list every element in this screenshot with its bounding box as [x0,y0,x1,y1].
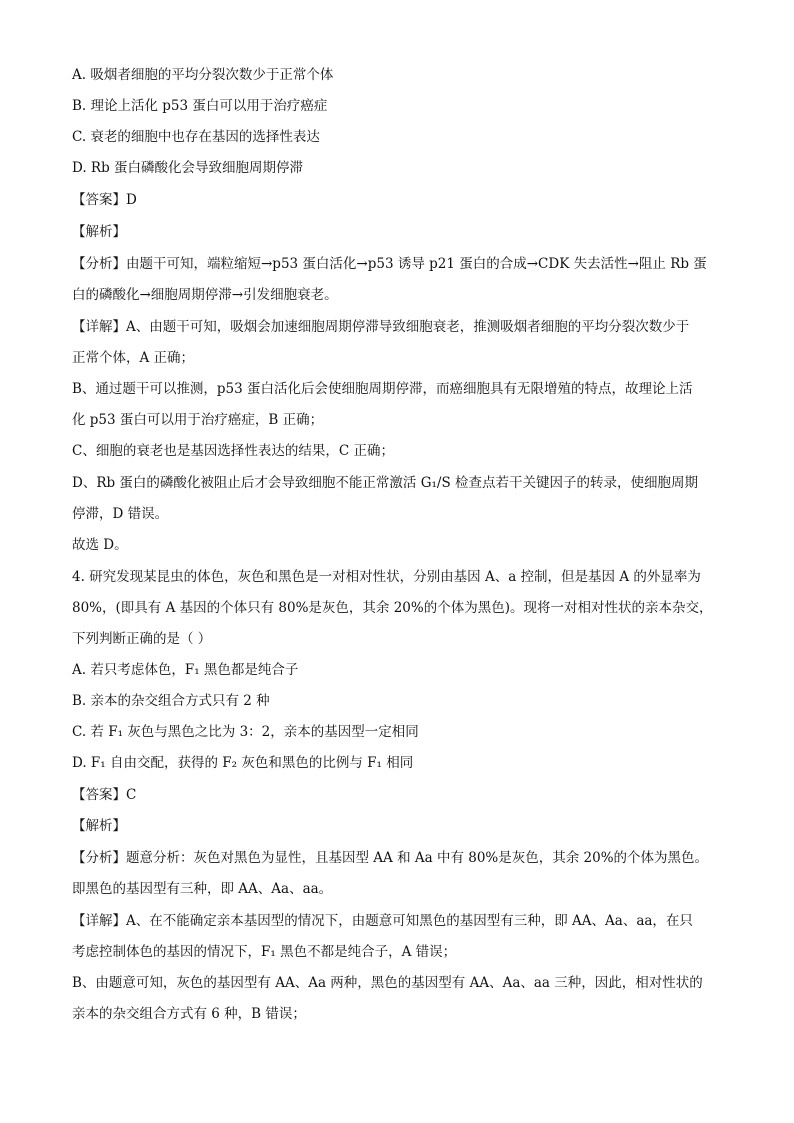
q3-jiexi-heading: 【解析】 [72,224,126,240]
q4-analysis-line-1: 【分析】题意分析：灰色对黑色为显性，且基因型 AA 和 Aa 中有 80%是灰色，其余 20%的个体为黑色。 [72,850,709,866]
q3-detail-line-8: 故选 D。 [72,537,128,553]
q3-option-d: D. Rb 蛋白磷酸化会导致细胞周期停滞 [72,160,304,176]
q4-option-c: C. 若 F₁ 灰色与黑色之比为 3：2，亲本的基因型一定相同 [72,724,419,740]
q4-jiexi-heading: 【解析】 [72,818,126,834]
q4-option-a: A. 若只考虑体色，F₁ 黑色都是纯合子 [72,662,299,678]
q4-answer: 【答案】C [72,787,137,803]
q4-stem-line-2: 80%，(即具有 A 基因的个体只有 80%是灰色，其余 20%的个体为黑色)。现将一对相对性状的亲本杂交， [72,600,713,616]
q4-stem-line-3: 下列判断正确的是（ ） [72,631,212,647]
q4-stem-line-1: 4. 研究发现某昆虫的体色，灰色和黑色是一对相对性状，分别由基因 A、a 控制，但是基因 A 的外显率为 [72,569,701,585]
q3-detail-line-7: 停滞，D 错误。 [72,506,169,522]
q3-detail-line-3: B、通过题干可以推测，p53 蛋白活化后会使细胞周期停滞，而癌细胞具有无限增殖的特点，故理论上活 [72,381,693,397]
q3-detail-line-1: 【详解】A、由题干可知，吸烟会加速细胞周期停滞导致细胞衰老，推测吸烟者细胞的平均分裂次数少于 [72,319,690,335]
q4-detail-line-3: B、由题意可知，灰色的基因型有 AA、Aa 两种，黑色的基因型有 AA、Aa、aa 三种，因此，相对性状的 [72,975,703,991]
q3-option-b: B. 理论上活化 p53 蛋白可以用于治疗癌症 [72,98,328,114]
q3-option-c: C. 衰老的细胞中也存在基因的选择性表达 [72,129,320,145]
q3-analysis-line-1: 【分析】由题干可知，端粒缩短→p53 蛋白活化→p53 诱导 p21 蛋白的合成→CDK 失去活性→阻止 Rb 蛋 [72,256,707,272]
q3-option-a: A. 吸烟者细胞的平均分裂次数少于正常个体 [72,67,334,83]
q3-detail-line-6: D、Rb 蛋白的磷酸化被阻止后才会导致细胞不能正常激活 G₁/S 检查点若干关键因子的转录，使细胞周期 [72,475,698,491]
q3-detail-line-4: 化 p53 蛋白可以用于治疗癌症，B 正确； [72,412,324,428]
q3-analysis-line-2: 白的磷酸化→细胞周期停滞→引发细胞衰老。 [72,287,338,303]
q4-analysis-line-2: 即黑色的基因型有三种，即 AA、Aa、aa。 [72,881,333,897]
q4-option-b: B. 亲本的杂交组合方式只有 2 种 [72,693,270,709]
q4-option-d: D. F₁ 自由交配，获得的 F₂ 灰色和黑色的比例与 F₁ 相同 [72,755,414,771]
q4-detail-line-1: 【详解】A、在不能确定亲本基因型的情况下，由题意可知黑色的基因型有三种，即 AA、Aa、aa，在只 [72,913,693,929]
q3-detail-line-2: 正常个体，A 正确； [72,350,195,366]
q3-detail-line-5: C、细胞的衰老也是基因选择性表达的结果，C 正确； [72,443,394,459]
q3-answer: 【答案】D [72,192,137,208]
q4-detail-line-2: 考虑控制体色的基因的情况下，F₁ 黑色不都是纯合子，A 错误； [72,944,457,960]
q4-detail-line-4: 亲本的杂交组合方式有 6 种，B 错误； [72,1006,306,1022]
